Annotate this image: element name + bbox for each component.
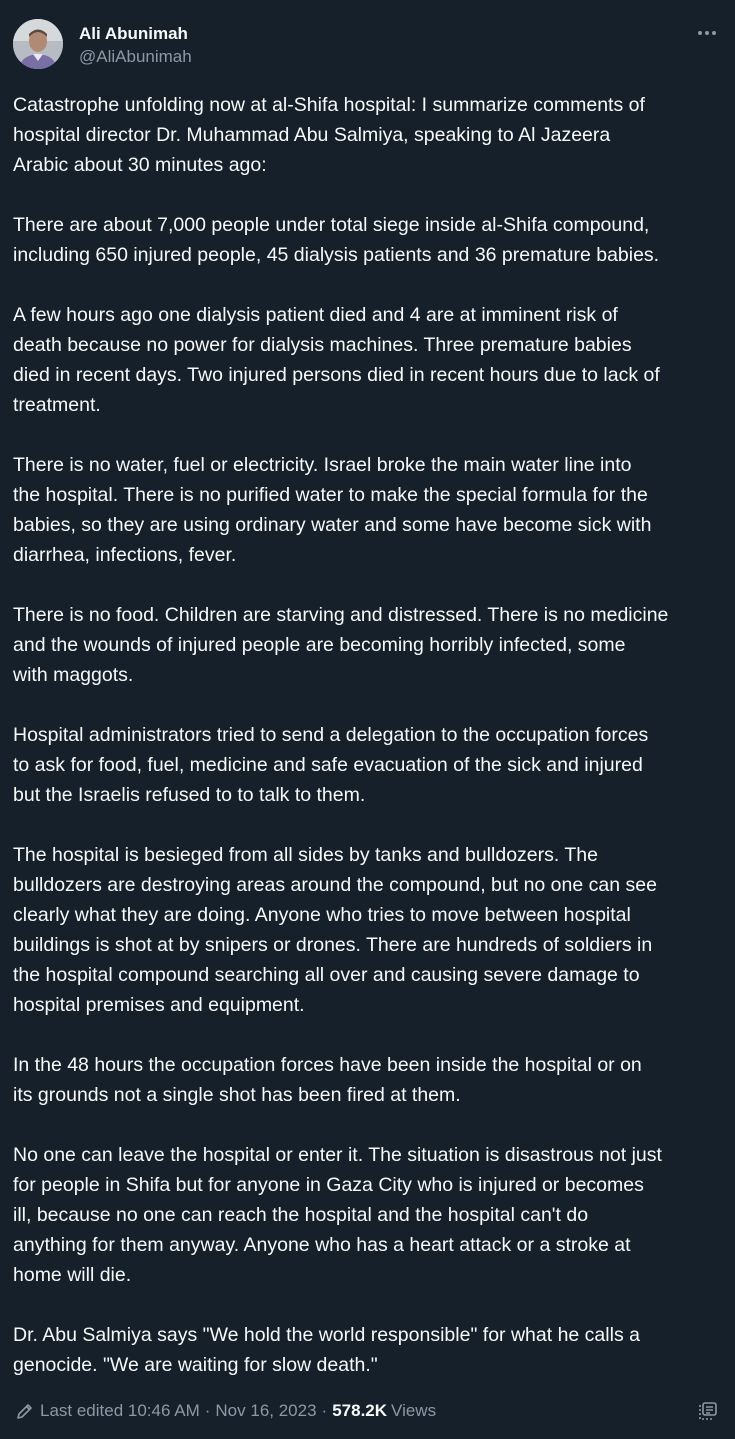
tweet-paragraph: A few hours ago one dialysis patient died and 4 are at imminent risk of death because no power for dialysis machines. Three premature babies died in recent days. Two injured persons died in recent hours due to lack of treatment. (13, 304, 660, 416)
author-info (79, 23, 192, 68)
tweet-paragraph: There is no food. Children are starving and distressed. There is no medicine and the wounds of injured people are becoming horribly infected, some with maggots. (13, 604, 669, 686)
meta-separator: · (321, 1401, 328, 1420)
avatar-image (13, 19, 63, 69)
meta-separator: · (204, 1401, 211, 1420)
avatar[interactable] (13, 19, 63, 69)
tweet-paragraph: No one can leave the hospital or enter it. The situation is disastrous not just for people in Shifa but for anyone in Gaza City who is injured or becomes ill, because no one can reach the hospital and the hospital can't do anything for them anyway. Anyone who has a heart attack or a stroke at home will die. (13, 1144, 662, 1286)
post-analytics-icon (696, 1399, 720, 1423)
tweet-header (13, 19, 723, 71)
author-display-name[interactable]: Ali Abunimah (79, 24, 188, 43)
edited-timestamp[interactable]: Last edited 10:46 AM (40, 1401, 200, 1420)
tweet-paragraph: Dr. Abu Salmiya says "We hold the world responsible" for what he calls a genocide. "We are waiting for slow death." (13, 1324, 640, 1376)
more-horizontal-icon (697, 30, 717, 36)
tweet-paragraph: In the 48 hours the occupation forces have been inside the hospital or on its grounds not a single shot has been fired at them. (13, 1054, 642, 1106)
post-analytics-button[interactable] (695, 1398, 721, 1424)
tweet-paragraph: There are about 7,000 people under total siege inside al-Shifa compound, including 650 injured people, 45 dialysis patients and 36 premature babies. (13, 214, 660, 266)
views-label: Views (391, 1401, 437, 1420)
tweet-paragraph: Hospital administrators tried to send a delegation to the occupation forces to ask for food, fuel, medicine and safe evacuation of the sick and injured but the Israelis refused to to talk to them. (13, 724, 649, 806)
more-options-button[interactable] (695, 21, 719, 45)
tweet-meta (15, 1398, 436, 1424)
tweet-paragraph: There is no water, fuel or electricity. Israel broke the main water line into the hospital. There is no purified water to make the special formula for the babies, so they are using ordinary water and some have become sick with diarrhea, infections, fever. (13, 454, 652, 566)
tweet-text (13, 90, 725, 1380)
tweet-paragraph: The hospital is besieged from all sides by tanks and bulldozers. The bulldozers are destroying areas around the compound, but no one can see clearly what they are doing. Anyone who tries to move between hospital buildings is shot at by snipers or drones. There are hundreds of soldiers in the hospital compound searching all over and causing severe damage to hospital premises and equipment. (13, 844, 657, 1016)
tweet-paragraph: Catastrophe unfolding now at al-Shifa hospital: I summarize comments of hospital director Dr. Muhammad Abu Salmiya, speaking to Al Jazeera Arabic about 30 minutes ago: (13, 94, 645, 176)
author-handle[interactable]: @AliAbunimah (79, 47, 192, 66)
pencil-icon[interactable] (15, 1401, 35, 1421)
views-count: 578.2K (332, 1401, 388, 1420)
post-date[interactable]: Nov 16, 2023 (215, 1401, 317, 1420)
